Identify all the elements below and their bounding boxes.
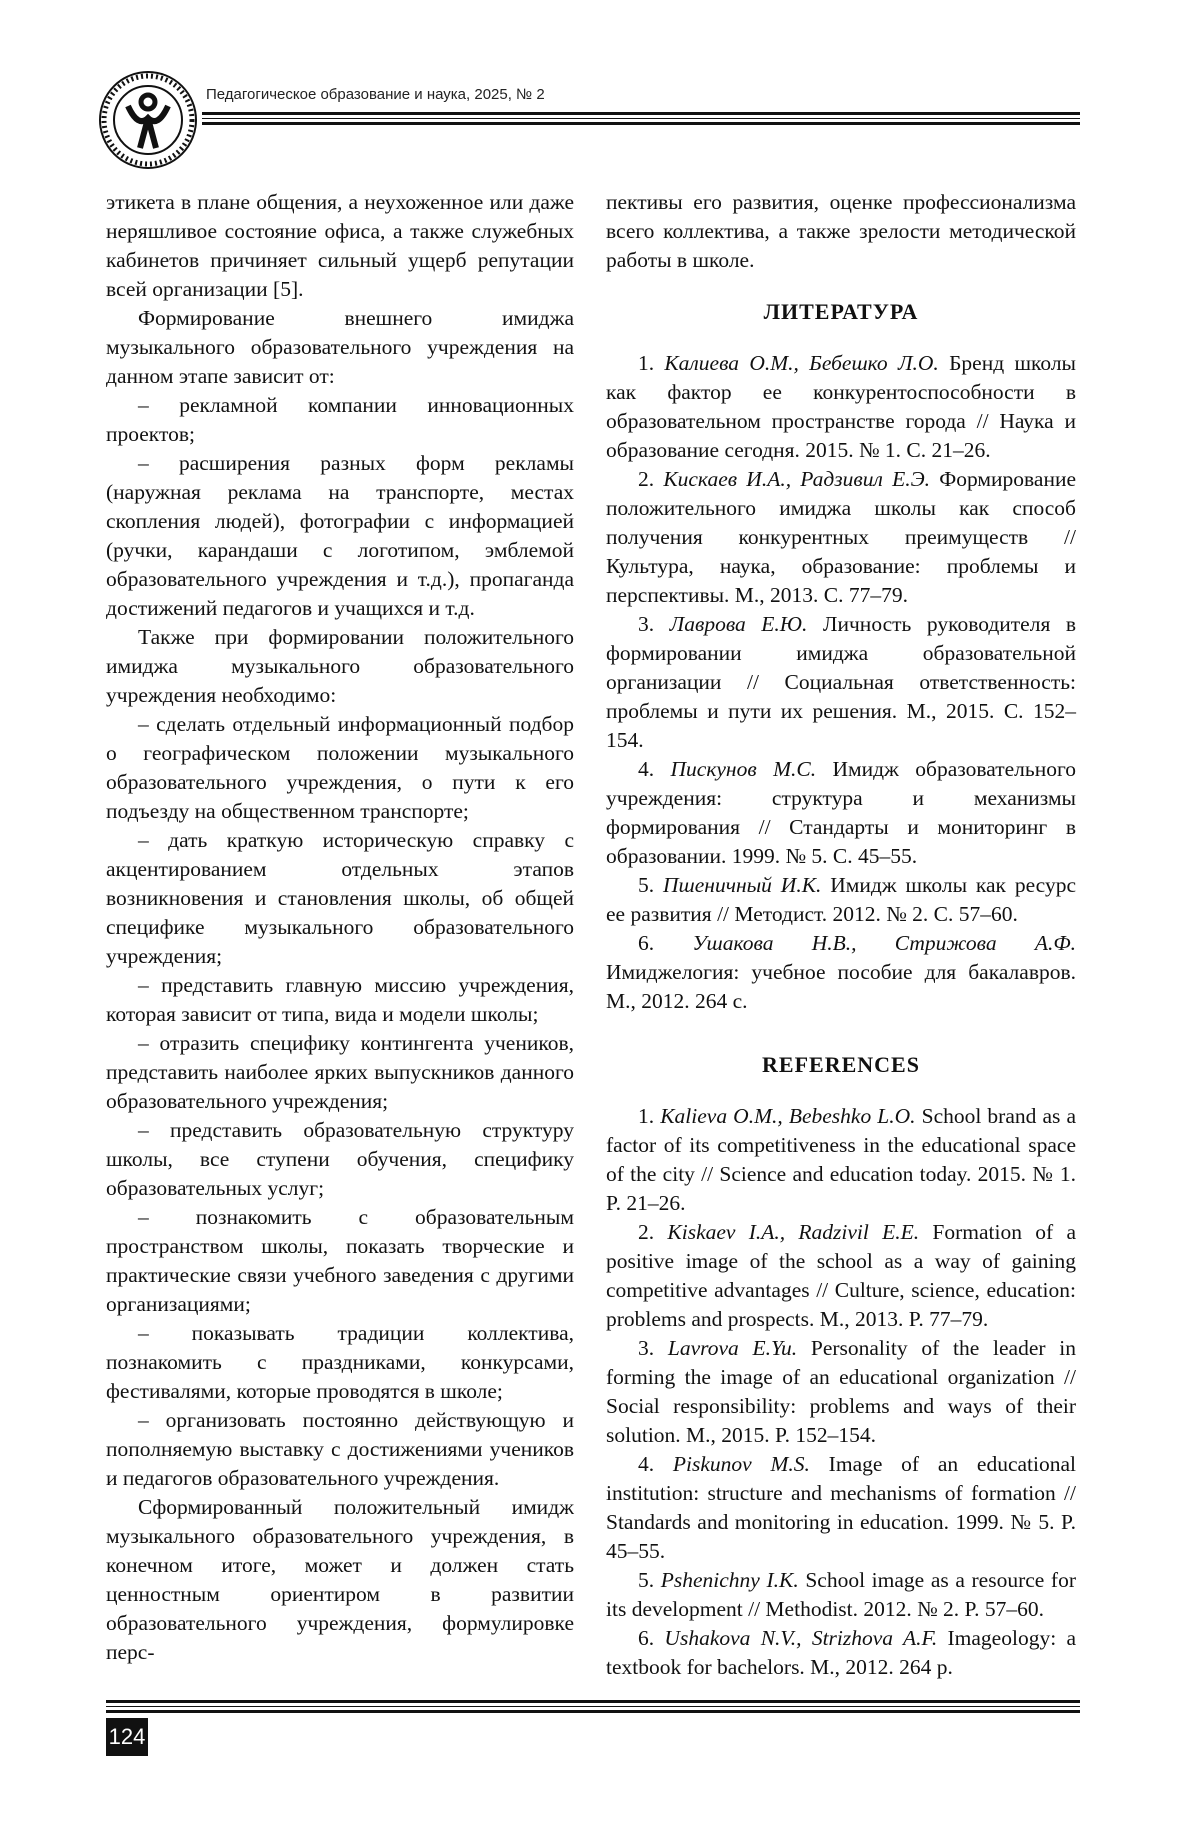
ref-number: 6. (638, 931, 655, 955)
list-item: – сделать отдельный информационный подбор о географическом положении музыкального образовательного учреждения, о пути к его подъезду на общественном транспорте; (106, 712, 574, 823)
page-header (96, 58, 1080, 178)
ref-number: 2. (638, 467, 655, 491)
journal-logo-icon (96, 68, 200, 172)
ref-number: 2. (638, 1220, 655, 1244)
right-column (606, 188, 1076, 1682)
ref-text: Формирование положительного имиджа школы как способ получения конкурентных преимуществ // Культура, наука, образование: проблемы и перспективы. М., 2013. С. 77–79. (606, 467, 1077, 607)
list-item: – представить образовательную структуру школы, все ступени обучения, специфику образовательных услуг; (106, 1118, 574, 1200)
ref-authors: Piskunov M.S. (672, 1452, 810, 1476)
paragraph: этикета в плане общения, а неухоженное или даже неряшливое состояние офиса, а также служебных кабинетов причиняет сильный ущерб репутации всей организации [5]. (106, 190, 574, 301)
list-item (606, 1334, 1076, 1450)
ref-authors: Кискаев И.А., Радзивил Е.Э. (663, 467, 931, 491)
header-rule (202, 122, 1080, 125)
paragraph: пективы его развития, оценке профессионализма всего коллектива, а также зрелости методической работы в школе. (606, 190, 1076, 272)
left-column (106, 188, 574, 1667)
ref-number: 4. (638, 1452, 655, 1476)
ref-text: Имидж образовательного учреждения: структура и механизмы формирования // Стандарты и мониторинг в образовании. 1999. № 5. С. 45–55. (606, 757, 1076, 868)
ref-text: Image of an educational institution: structure and mechanisms of formation // Standards and monitoring in education. 1999. № 5. P. 45–55. (606, 1452, 1077, 1563)
list-item: – дать краткую историческую справку с акцентированием отдельных этапов возникновения и становления школы, об общей специфике музыкального образовательного учреждения; (106, 828, 574, 968)
ref-authors: Kalieva O.M., Bebeshko L.O. (660, 1104, 916, 1128)
ref-authors: Калиева О.М., Бебешко Л.О. (664, 351, 939, 375)
list-item: – представить главную миссию учреждения, которая зависит от типа, вида и модели школы; (106, 973, 574, 1026)
ref-authors: Ушакова Н.В., Стрижова А.Ф. (692, 931, 1076, 955)
footer-rule (106, 1706, 1080, 1707)
page-footer (106, 1700, 1080, 1760)
ref-authors: Пискунов М.С. (670, 757, 817, 781)
list-item: – отразить специфику контингента учеников, представить наиболее ярких выпускников данного образовательного учреждения; (106, 1031, 574, 1113)
paragraph: Также при формировании положительного имиджа музыкального образовательного учреждения необходимо: (106, 625, 574, 707)
list-item: – показывать традиции коллектива, познакомить с праздниками, конкурсами, фестивалями, которые проводятся в школе; (106, 1321, 574, 1403)
ref-number: 6. (638, 1626, 655, 1650)
references-heading: REFERENCES (762, 1052, 920, 1077)
list-item (606, 1450, 1076, 1566)
ref-authors: Lavrova E.Yu. (667, 1336, 798, 1360)
ref-text: Бренд школы как фактор ее конкурентоспособности в образовательном пространстве города // Наука и образование сегодня. 2015. № 1. С. 21–26. (606, 351, 1076, 462)
list-item (606, 755, 1076, 871)
header-rule (202, 118, 1080, 119)
list-item (606, 1218, 1076, 1334)
ref-number: 3. (638, 612, 655, 636)
ref-number: 5. (638, 873, 655, 897)
ref-text: Personality of the leader in forming the image of an educational organization // Social responsibility: problems and ways of their solution. M., 2015. P. 152–154. (606, 1336, 1076, 1447)
list-item: – организовать постоянно действующую и пополняемую выставку с достижениями учеников и педагогов образовательного учреждения. (106, 1408, 574, 1490)
ref-text: Личность руководителя в формировании имиджа образовательной организации // Социальная ответственность: проблемы и пути их решения. М., 2015. С. 152–154. (606, 612, 1077, 752)
list-item: – расширения разных форм рекламы (наружная реклама на транспорте, местах скопления людей), фотографии с информацией (ручки, карандаши с логотипом, эмблемой образовательного учреждения и т.д.), пропаганда достижений педагогов и учащихся и т.д. (106, 451, 574, 620)
ref-authors: Kiskaev I.A., Radzivil E.E. (667, 1220, 920, 1244)
list-item (606, 871, 1076, 929)
footer-rule (106, 1700, 1080, 1703)
literature-heading: ЛИТЕРАТУРА (763, 299, 919, 324)
ref-text: Imageology: a textbook for bachelors. M., 2012. 264 p. (606, 1626, 1076, 1679)
references-list (606, 1102, 1076, 1682)
list-item (606, 1624, 1076, 1682)
ref-text: School brand as a factor of its competitiveness in the educational space of the city // Science and education today. 2015. № 1. P. 21–26. (606, 1104, 1077, 1215)
ref-text: School image as a resource for its development // Methodist. 2012. № 2. P. 57–60. (606, 1568, 1077, 1621)
list-item: – познакомить с образовательным пространством школы, показать творческие и практические связи учебного заведения с другими организациями; (106, 1205, 574, 1316)
ref-number: 4. (638, 757, 655, 781)
journal-title: Педагогическое образование и наука, 2025, № 2 (206, 86, 545, 103)
list-item (606, 610, 1076, 755)
ref-text: Formation of a positive image of the school as a way of gaining competitive advantages // Culture, science, education: problems and prospects. M., 2013. P. 77–79. (606, 1220, 1076, 1331)
page-number: 124 (106, 1718, 148, 1756)
list-item: – рекламной компании инновационных проектов; (106, 393, 574, 446)
ref-authors: Пшеничный И.К. (662, 873, 822, 897)
footer-rule (106, 1710, 1080, 1713)
paragraph: Формирование внешнего имиджа музыкального образовательного учреждения на данном этапе зависит от: (106, 306, 574, 388)
ref-number: 5. (638, 1568, 655, 1592)
literature-list (606, 349, 1076, 1016)
ref-number: 1. (638, 351, 655, 375)
ref-number: 1. (638, 1104, 655, 1128)
list-item (606, 349, 1076, 465)
header-rule (202, 112, 1080, 115)
ref-text: Имиджелогия: учебное пособие для бакалавров. М., 2012. 264 с. (606, 960, 1076, 1013)
ref-text: Имидж школы как ресурс ее развития // Методист. 2012. № 2. С. 57–60. (606, 873, 1076, 926)
list-item (606, 1102, 1076, 1218)
ref-authors: Ushakova N.V., Strizhova A.F. (664, 1626, 938, 1650)
ref-authors: Лаврова Е.Ю. (669, 612, 808, 636)
list-item (606, 465, 1076, 610)
ref-number: 3. (638, 1336, 655, 1360)
paragraph: Сформированный положительный имидж музыкального образовательного учреждения, в конечном итоге, может и должен стать ценностным ориентиром в развитии образовательного учреждения, формулировке перс- (106, 1495, 574, 1664)
ref-authors: Pshenichny I.K. (660, 1568, 799, 1592)
list-item (606, 1566, 1076, 1624)
list-item (606, 929, 1076, 1016)
